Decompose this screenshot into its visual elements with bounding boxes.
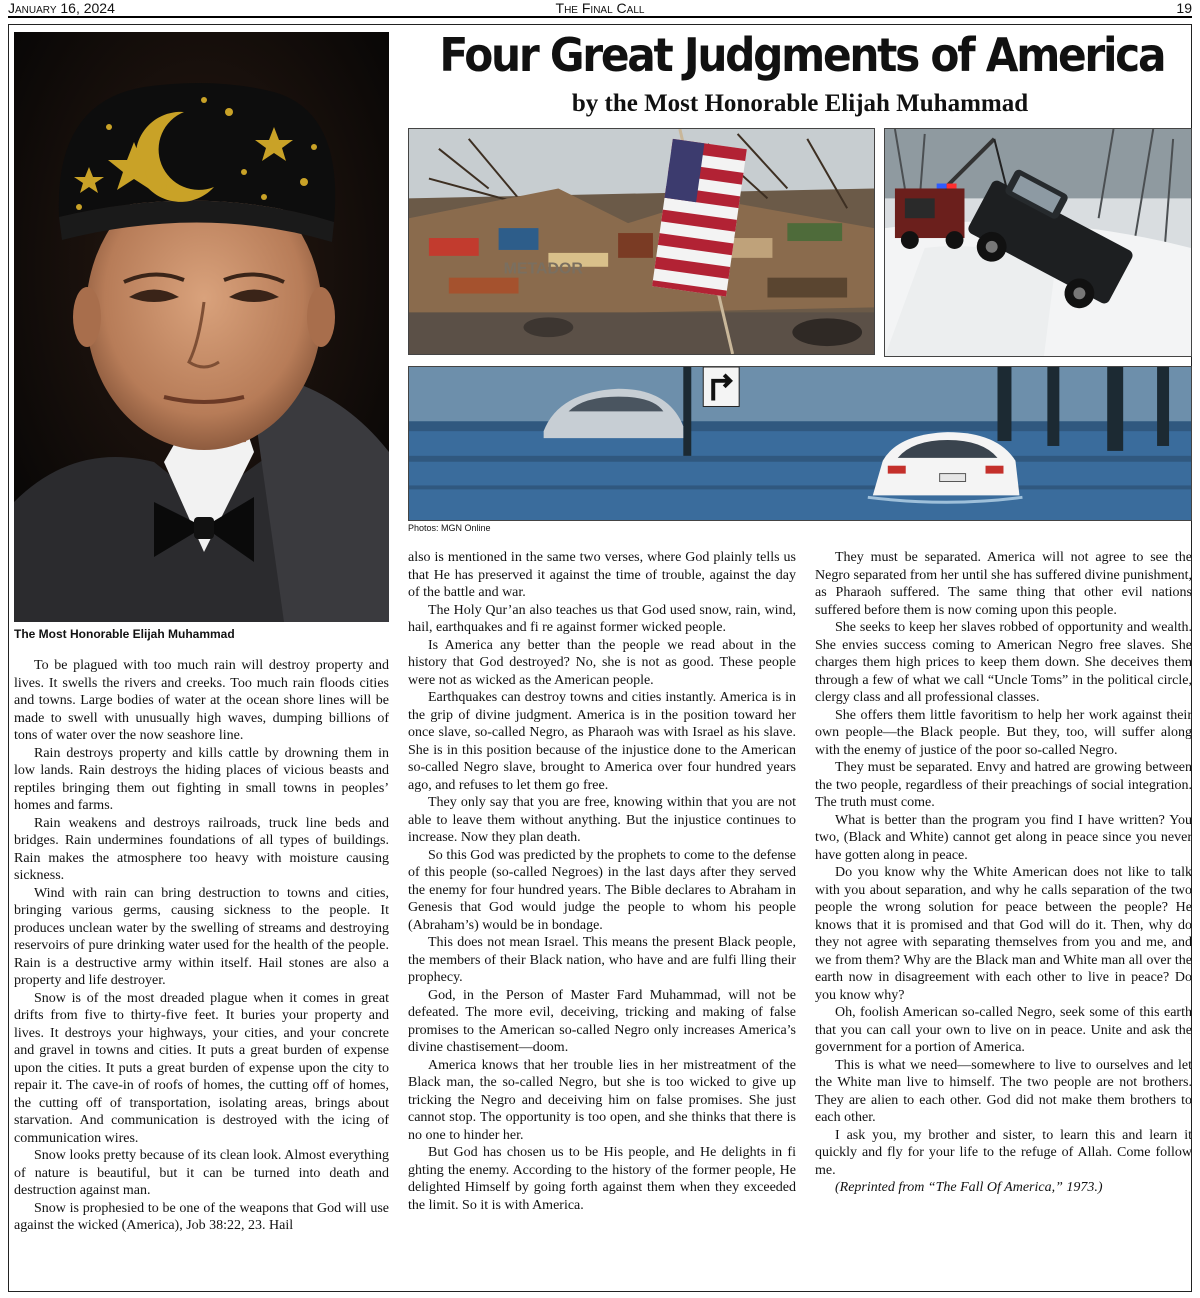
photo-flood xyxy=(408,366,1192,521)
paragraph: So this God was predicted by the prophets to come to the defense of this people (so-called Negroes) in the last days after they served the enemy for four hundred years. The Bible declares to Abraham in Genesis that God would judge the people to whom his people (Abraham’s) would be in bondage. xyxy=(408,847,796,933)
paragraph: Wind with rain can bring destruction to towns and cities, bringing various germs, causing sickness to the people. It produces unclean water by the swelling of streams and destroying reservoirs of pure drinking water used for the health of the people. Rain is a destructive army within itself. Hail stones are also a property and life destroyer. xyxy=(14,885,389,988)
paragraph: Do you know why the White American does not like to talk with you about separation, and why he calls separation of the two people the wrong solution for peace between the people? He knows that it is promised and that God will do it. Then, why do they not agree with separating themselves from you and me, and we from them? Why are the Black man and White man all over the earth now in disagreement with each other to live in peace? Do you know why? xyxy=(815,865,1192,1003)
paragraph: also is mentioned in the same two verses, where God plainly tells us that He has preserved it against the time of trouble, against the day of the battle and war. xyxy=(408,550,796,600)
issue-date: January 16, 2024 xyxy=(8,0,115,16)
reprint-note: (Reprinted from “The Fall Of America,” 1973.) xyxy=(835,1180,1103,1195)
paragraph: America knows that her trouble lies in her mistreatment of the Black man, the so-called Negro, but she is too wicked to give up tricking the Negro and deceiving him on false promises. She just cannot stop. The opportunity is too open, and she thinks that there is no one to hinder her. xyxy=(408,1057,796,1143)
headline: Four Great Judgments of America xyxy=(439,28,1165,82)
paragraph: What is better than the program you find I have written? You two, (Black and White) cannot get along in peace since you never have gotten along in peace. xyxy=(815,812,1192,863)
paragraph: This does not mean Israel. This means the present Black people, the members of their Black nation, who have and are fulfi lling their prophecy. xyxy=(408,935,796,985)
page-number: 19 xyxy=(1176,0,1192,16)
text-column-3 xyxy=(815,549,1192,1197)
portrait-photo xyxy=(14,32,389,622)
flood-illustration xyxy=(409,367,1191,520)
paragraph: They only say that you are free, knowing within that you are not able to leave them without anything. But the injustice continues to increase. Now they plan death. xyxy=(408,795,796,845)
paragraph: To be plagued with too much rain will destroy property and lives. It swells the rivers and creeks. Too much rain floods cities and towns. Large bodies of water at the ocean shore lines will be made to swell with unusually high waves, dumping billions of tons of water over the now seashore line. xyxy=(14,658,389,743)
paragraph: Snow is of the most dreaded plague when it comes in great drifts from five to thirty-five feet. It buries your property and lives. It destroys your highways, your cities, and your concrete and gravel in towns and cities. It puts a great burden of expense upon the cities. It puts a great burden of expense upon the city to repair it. The cave-in of roofs of homes, the cutting off of homes, the cutting off of transportation, isolating areas, brings about starvation. And communication is destroyed with the icing of communication wires. xyxy=(14,990,389,1146)
snow-accident-illustration xyxy=(885,129,1191,356)
paragraph: Rain destroys property and kills cattle by drowning them in low lands. Rain destroys the hiding places of vicious beasts and reptiles bringing them out fighting in small towns in peoples’ homes and farms. xyxy=(14,745,389,813)
photo-credit: Photos: MGN Online xyxy=(408,523,491,533)
paragraph: Rain weakens and destroys railroads, truck line beds and bridges. Rain undermines foundations of all types of buildings. Rain makes the atmosphere too heavy with moisture causing sickness. xyxy=(14,815,389,883)
paragraph: They must be separated. America will not agree to see the Negro separated from her until she has suffered divine punishment, as Pharaoh suffered. The same thing that other evil nations suffered before them is now coming upon this people. xyxy=(815,550,1192,618)
text-column-1 xyxy=(14,657,389,1235)
paragraph: The Holy Qur’an also teaches us that God used snow, rain, wind, hail, earthquakes and fi re against former wicked people. xyxy=(408,602,796,635)
wrecked-sign-text: METADOR xyxy=(503,260,583,278)
masthead xyxy=(8,0,1192,18)
paragraph: Oh, foolish American so-called Negro, seek some of this earth that you can call your own to live on in peace. Unite and ask the government for a portion of America. xyxy=(815,1005,1192,1055)
tornado-debris-illustration xyxy=(409,129,874,354)
text-column-2 xyxy=(408,549,796,1214)
paragraph: She seeks to keep her slaves robbed of opportunity and wealth. She envies success coming to American Negro free slaves. She charges them high prices to keep them down. She deceives them through a few of what we call “Uncle Toms” in the political circle, clergy class and all professional classes. xyxy=(815,620,1192,705)
paragraph: Earthquakes can destroy towns and cities instantly. America is in the grip of divine judgment. America is in the position toward her once slave, so-called Negro, as Pharaoh was with Israel as his slave. She is in this position because of the injustice done to the American so-called Negro slave, brought to America over four hundred years ago, and refuses to let them go free. xyxy=(408,690,796,793)
paragraph: Snow is prophesied to be one of the weapons that God will use against the wicked (America), Job 38:22, 23. Hail xyxy=(14,1200,389,1233)
photo-tornado-debris xyxy=(408,128,875,355)
paragraph: I ask you, my brother and sister, to learn this and learn it quickly and fly for your life to the refuge of Allah. Come follow me. xyxy=(815,1127,1192,1178)
paragraph: But God has chosen us to be His people, and He delights in fi ghting the enemy. According to the history of the former people, He delighted Himself by going forth against them when they exceeded the limit. So it is with America. xyxy=(408,1145,796,1213)
portrait-caption: The Most Honorable Elijah Muhammad xyxy=(14,627,235,641)
portrait-illustration xyxy=(14,32,389,622)
paragraph: They must be separated. Envy and hatred are growing between the two people, regardless of their preachings of social integration. The truth must come. xyxy=(815,760,1192,810)
paragraph: Is America any better than the people we read about in the history that God destroyed? No, she is not as good. These people were not as wicked as the American people. xyxy=(408,637,796,688)
paragraph: God, in the Person of Master Fard Muhammad, will not be defeated. The more evil, deceiving, tricking and making of false promises to the American so-called Negro only increases America’s divine chastisement—doom. xyxy=(408,987,796,1055)
paper-name: The Final Call xyxy=(555,0,645,16)
paragraph: She offers them little favoritism to help her work against their own people—the Black people. But they, too, will suffer along with the enemy of justice of the poor so-called Negro. xyxy=(815,707,1192,758)
photo-snow-accident xyxy=(884,128,1192,357)
byline: by the Most Honorable Elijah Muhammad xyxy=(571,90,1029,117)
paragraph: This is what we need—somewhere to live to ourselves and let the White man live to himself. The two people are not brothers. They are alien to each other. God did not make them brothers to each other. xyxy=(815,1057,1192,1125)
paragraph: Snow looks pretty because of its clean look. Almost everything of nature is beautiful, but it can be turned into death and destruction against man. xyxy=(14,1148,389,1198)
